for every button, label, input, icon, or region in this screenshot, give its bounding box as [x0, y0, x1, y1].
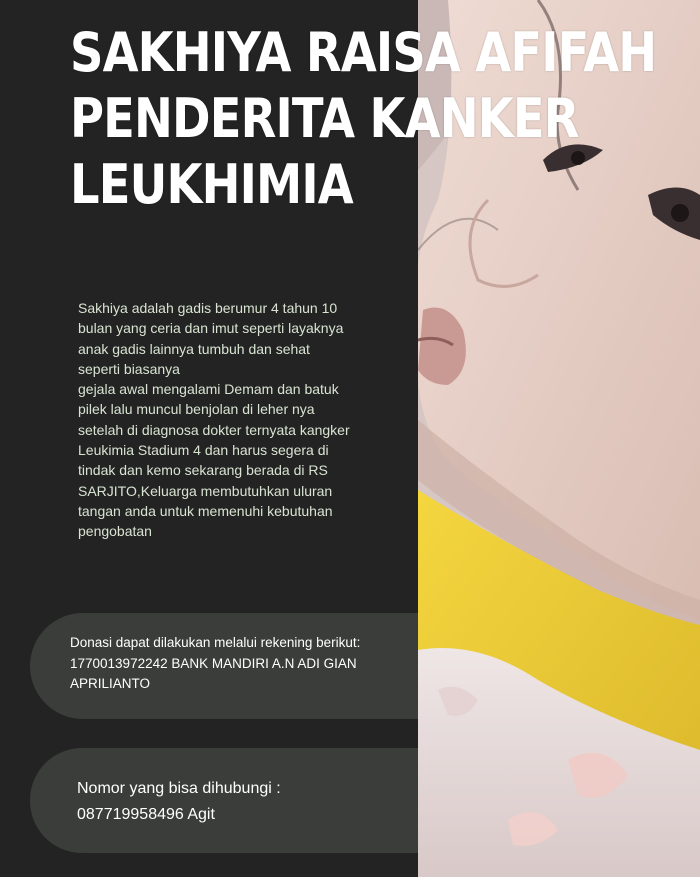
story-line: pilek lalu muncul benjolan di leher nya [78, 401, 315, 418]
title-line: LEUKHIMIA [70, 153, 353, 216]
story-line: Leukimia Stadium 4 dan harus segera di [78, 442, 329, 459]
story-line: pengobatan [78, 523, 152, 540]
title-line: SAKHIYA RAISA AFIFAH [70, 21, 657, 84]
donation-text [70, 633, 410, 695]
story-line: Sakhiya adalah gadis berumur 4 tahun 10 [78, 300, 338, 316]
story-line: seperti biasanya [78, 360, 180, 377]
donation-account-holder: APRILIANTO [70, 676, 151, 691]
story-line: setelah di diagnosa dokter ternyata kangker [78, 421, 350, 438]
title-line: PENDERITA KANKER [70, 87, 579, 150]
story-line: tangan anda untuk memenuhi kebutuhan [78, 502, 333, 519]
story-text [78, 298, 398, 542]
story-line: gejala awal mengalami Demam dan batuk [78, 381, 339, 398]
donation-account: 1770013972242 BANK MANDIRI A.N ADI GIAN [70, 655, 357, 671]
contact-info-box [30, 748, 418, 853]
story-line: tindak dan kemo sekarang berada di RS [78, 462, 328, 479]
story-line: anak gadis lainnya tumbuh dan sehat [78, 340, 310, 357]
donation-line: Donasi dapat dilakukan melalui rekening berikut: [70, 635, 361, 650]
contact-label: Nomor yang bisa dihubungi : [77, 780, 281, 797]
donation-info-box [30, 613, 418, 719]
contact-text [77, 776, 407, 828]
contact-phone: 087719958496 Agit [77, 806, 215, 823]
page-title [70, 20, 657, 218]
story-line: SARJITO,Keluarga membutuhkan uluran [78, 482, 333, 499]
story-line: bulan yang ceria dan imut seperti layaknya [78, 320, 344, 337]
